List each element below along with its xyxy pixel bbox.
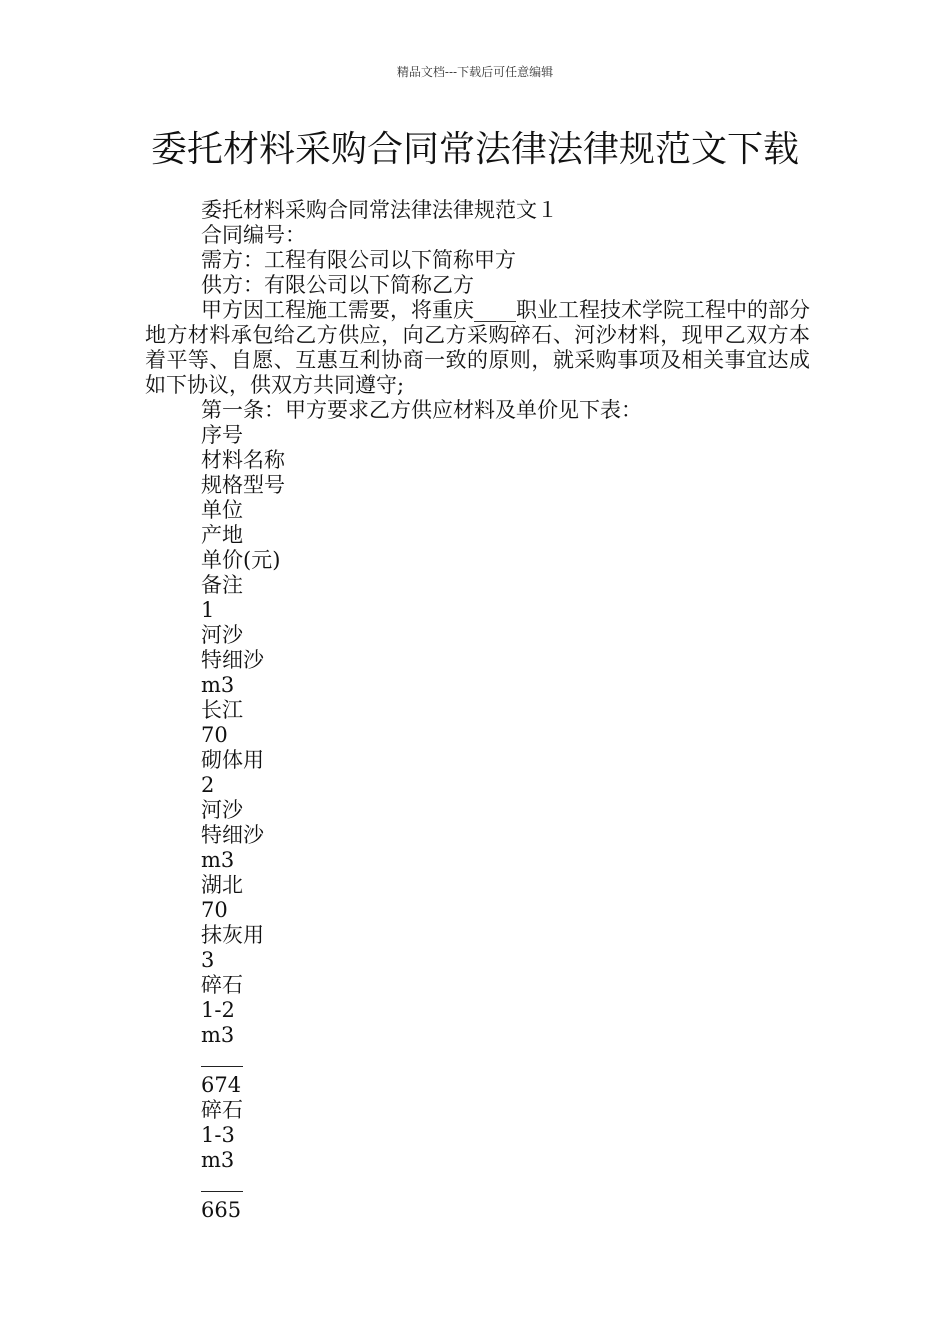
document-body — [145, 198, 810, 1223]
header-note: 精品文档---下载后可任意编辑 — [396, 65, 554, 79]
table-cell: 特细沙 — [201, 823, 264, 847]
intro-paragraph: 甲方因工程施工需要，将重庆____职业工程技术学院工程中的部分地方材料承包给乙方供应，向乙方采购碎石、河沙材料，现甲乙双方本着平等、自愿、互惠互利协商一致的原则，就采购事项及相关事宜达成如下协议，供双方共同遵守; — [145, 298, 810, 397]
table-header-cell: 单价(元) — [201, 548, 281, 572]
table-cell: 抹灰用 — [201, 923, 264, 947]
table-cell: 碎石 — [201, 1098, 243, 1122]
table-header-cell: 备注 — [201, 573, 243, 597]
table-cell: 1-2 — [201, 998, 235, 1022]
table-cell: 河沙 — [201, 623, 243, 647]
table-cell: m3 — [201, 1023, 235, 1047]
contract-number-label: 合同编号： — [201, 223, 306, 247]
table-cell: 砌体用 — [201, 748, 264, 772]
blank-fill-line — [145, 1048, 810, 1073]
table-cell: 2 — [201, 773, 215, 797]
table-cell: 1-3 — [201, 1123, 235, 1147]
table-cell: 674 — [201, 1073, 242, 1097]
supplier-line: 供方：有限公司以下简称乙方 — [201, 273, 474, 297]
table-cell: m3 — [201, 848, 235, 872]
article-1: 第一条：甲方要求乙方供应材料及单价见下表： — [201, 398, 642, 422]
table-header-cell: 产地 — [201, 523, 243, 547]
table-cell: 70 — [201, 723, 228, 747]
subtitle: 委托材料采购合同常法律法律规范文１ — [201, 198, 558, 222]
table-cell: 1 — [201, 598, 215, 622]
table-cell: 特细沙 — [201, 648, 264, 672]
buyer-line: 需方：工程有限公司以下简称甲方 — [201, 248, 516, 272]
table-header-cell: 材料名称 — [201, 448, 285, 472]
table-cell: 河沙 — [201, 798, 243, 822]
table-cell: 3 — [201, 948, 215, 972]
table-cell: 湖北 — [201, 873, 243, 897]
document-title: 委托材料采购合同常法律法律规范文下载 — [150, 129, 799, 170]
table-cell: 长江 — [201, 698, 243, 722]
table-header-cell: 规格型号 — [201, 473, 285, 497]
table-header-cell: 序号 — [201, 423, 243, 447]
blank-fill-line — [145, 1173, 810, 1198]
table-cell: 碎石 — [201, 973, 243, 997]
table-cell: 70 — [201, 898, 228, 922]
table-cell: m3 — [201, 673, 235, 697]
table-cell: m3 — [201, 1148, 235, 1172]
table-cell: 665 — [201, 1198, 242, 1222]
table-header-cell: 单位 — [201, 498, 243, 522]
